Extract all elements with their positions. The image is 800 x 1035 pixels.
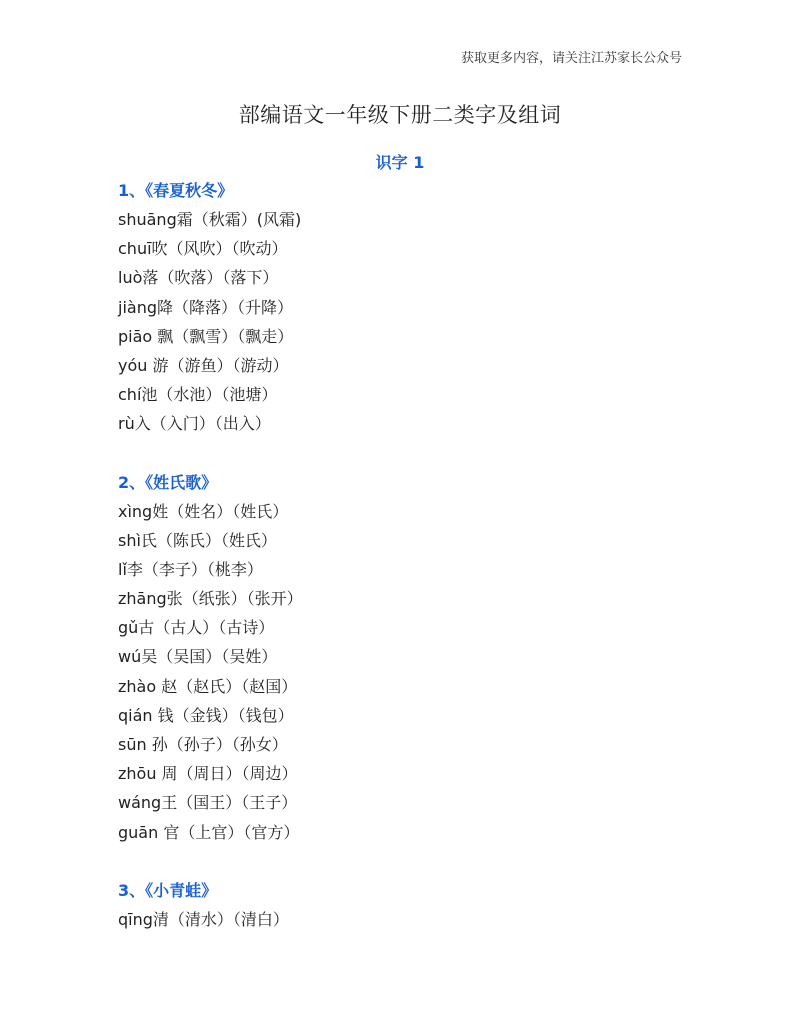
word-entry: gǔ古（古人）（古诗） xyxy=(118,618,275,638)
section-title: 识字 1 xyxy=(375,153,425,172)
word-entry: chí池（水池）（池塘） xyxy=(118,385,278,405)
word-entry: xìng姓（姓名）（姓氏） xyxy=(118,501,289,521)
word-entry: luò落（吹落）（落下） xyxy=(118,268,279,288)
lesson-title: 3、《小青蛙》 xyxy=(118,880,218,900)
lesson-list xyxy=(118,176,718,963)
lesson-title: 1、《春夏秋冬》 xyxy=(118,181,234,200)
word-entry: qīng清（清水）（清白） xyxy=(118,909,289,929)
lesson-1 xyxy=(118,176,718,439)
word-entry: yóu 游（游鱼）（游动） xyxy=(118,355,289,375)
word-entry: rù入（入门）（出入） xyxy=(118,414,271,434)
word-entry: chuī吹（风吹）（吹动） xyxy=(118,239,288,259)
word-entry: wáng王（国王）（王子） xyxy=(118,793,298,813)
word-entry: shì氏（陈氏）（姓氏） xyxy=(118,530,277,550)
document-title: 部编语文一年级下册二类字及组词 xyxy=(238,103,562,127)
lesson-title: 2、《姓氏歌》 xyxy=(118,472,218,492)
word-entry: wú吴（吴国）（吴姓） xyxy=(118,647,278,667)
word-entry: zhào 赵（赵氏）（赵国） xyxy=(118,676,298,696)
word-entry: shuāng霜（秋霜）(风霜) xyxy=(118,210,302,229)
word-entry: piāo 飘（飘雪）（飘走） xyxy=(118,326,294,346)
header-note: 获取更多内容，请关注江苏家长公众号 xyxy=(460,51,682,66)
lesson-2 xyxy=(118,468,718,847)
word-entry: sūn 孙（孙子）（孙女） xyxy=(118,735,288,754)
word-entry: zhōu 周（周日）（周边） xyxy=(118,764,298,784)
lesson-3 xyxy=(118,876,718,934)
word-entry: lǐ李（李子）（桃李） xyxy=(118,559,263,579)
word-entry: jiàng降（降落）（升降） xyxy=(118,297,293,317)
word-entry: guān 官（上官）（官方） xyxy=(118,822,300,842)
word-entry: zhāng张（纸张）（张开） xyxy=(118,589,303,609)
word-entry: qián 钱（金钱）（钱包） xyxy=(118,705,294,725)
